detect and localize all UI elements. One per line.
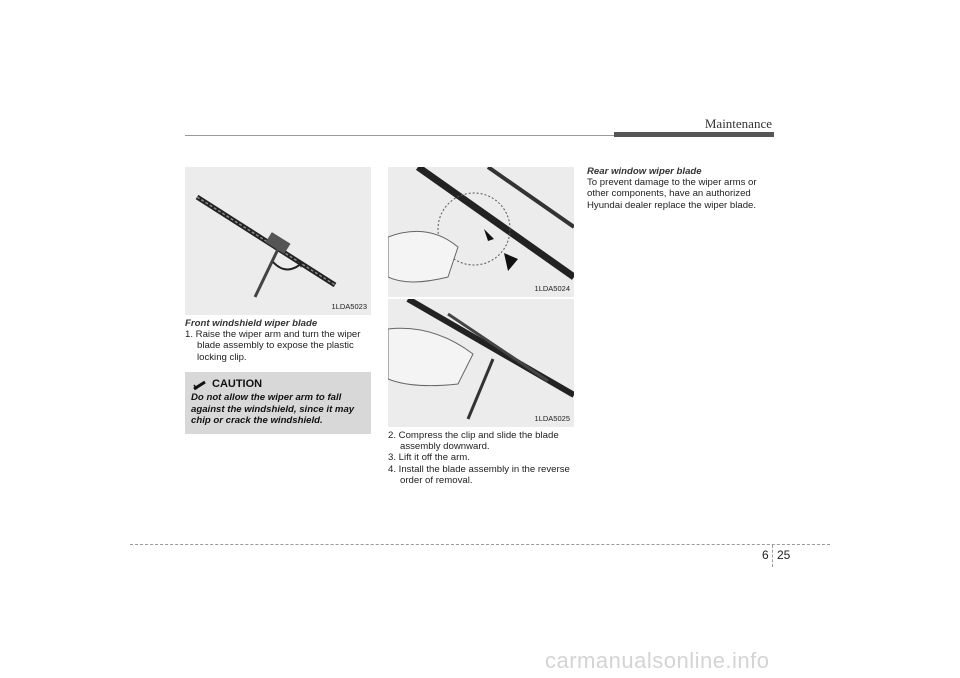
step-item: 4. Install the blade assembly in the reverse order of removal. (388, 463, 570, 486)
pencil-icon (193, 380, 207, 390)
section-heading: Front windshield wiper blade (185, 318, 318, 329)
step-item: 1. Raise the wiper arm and turn the wiper blade assembly to expose the plastic locking clip. (185, 329, 361, 363)
section-title: Maintenance (704, 116, 772, 131)
rear-blade-section (587, 166, 777, 211)
step-item: 3. Lift it off the arm. (388, 452, 470, 464)
watermark: carmanualsonline.info (545, 648, 770, 673)
page-number-divider (772, 545, 773, 567)
page-number: 25 (777, 548, 791, 562)
figure-label: 1LDA5024 (534, 284, 570, 293)
section-body: To prevent damage to the wiper arms or other components, have an authorized Hyundai dealer replace the wiper blade. (587, 177, 757, 211)
footer-rule (130, 544, 830, 545)
blade-slide-illustration (388, 299, 574, 427)
clip-compress-illustration (388, 167, 574, 297)
header-rule-thin (185, 135, 615, 136)
chapter-number: 6 (762, 548, 769, 562)
figure-clip-compress (388, 167, 574, 297)
section-heading: Rear window wiper blade (587, 166, 702, 177)
caution-box (185, 372, 371, 434)
figure-blade-slide (388, 299, 574, 427)
caution-title: CAUTION (212, 378, 263, 390)
wiper-raise-illustration (185, 167, 371, 315)
figure-label: 1LDA5023 (331, 302, 367, 311)
steps-section (388, 430, 576, 486)
figure-wiper-raise (185, 167, 371, 315)
caution-text: Do not allow the wiper arm to fall against the windshield, since it may chip or crack the windshield. (191, 392, 355, 426)
header-rule-thick (614, 132, 774, 137)
step-item: 2. Compress the clip and slide the blade assembly downward. (388, 430, 559, 453)
figure-label: 1LDA5025 (534, 414, 570, 423)
front-blade-section (185, 318, 373, 363)
